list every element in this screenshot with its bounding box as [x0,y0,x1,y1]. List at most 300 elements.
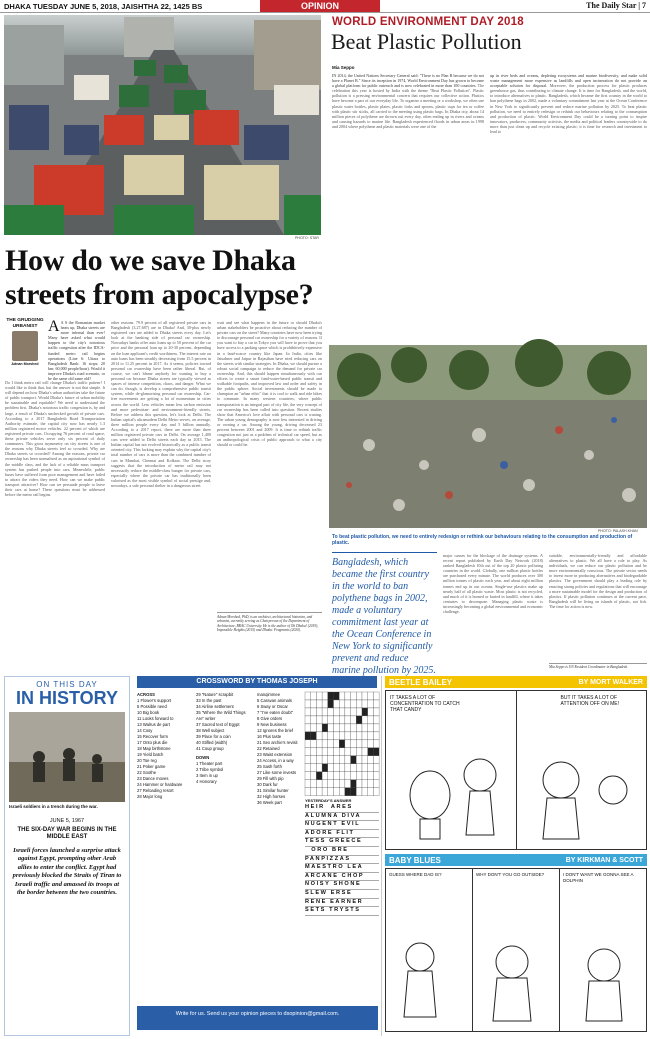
grid-cell [356,740,362,748]
grid-cell [334,764,340,772]
baby-balloon-2: WHY DON'T YOU GO OUTSIDE? [476,872,545,877]
history-header [5,677,129,710]
grid-cell [362,716,368,724]
env-pullquote: Bangladesh, which became the first country in the world to ban polythene bags in 2002, made a voluntary commitment last year at the Ocean Conference in New York to significantly prevent and reduce marine pollution by 2025. [332,552,437,664]
grid-cell [339,692,345,700]
history-photo [9,712,125,802]
across-label: ACROSS [137,692,155,697]
photo-credit-2: PHOTO: PALASH KHAN [598,529,638,533]
grid-cell [316,692,322,700]
grid-cell [351,772,357,780]
grid-cell [305,772,311,780]
strip1-title: BEETLE BAILEY [389,677,453,687]
grid-cell [345,716,351,724]
grid-cell [373,692,379,700]
env-col2-lead: up in river beds and oceans, depleting ecosystems and marine biodiversity, and make solid waste management more expensive as landfills and open incineration do not provide an acceptable solution for disposal. [490,73,647,89]
grid-cell [316,780,322,788]
grid-cell [316,724,322,732]
strip2-author: BY KIRKMAN & SCOTT [565,856,643,864]
across-list [137,698,193,800]
env-col1b: major causes for the blockage of the drainage systems. A recent report published by Earth Day Network (2018) ranked Bangladesh 10th out of the top 20 plastic polluting countries in the world. Globally, one million plastic bottles are purchased every minute. The world produces over 300 million tonnes of plastic each year, and about eight million tonnes end up in our oceans. Single-use plastics make up nearly half of all plastic waste. Most plastic is not recycled, and much of it is burned or buried in landfill, where it takes centuries to decompose. Managing plastic waste is increasingly becoming a global environmental and economic challenge. [443,553,543,615]
trench-illustration [9,712,125,802]
grid-cell [311,788,317,796]
grid-cell [373,740,379,748]
strip1-author: BY MORT WALKER [578,678,643,686]
grid-cell [334,732,340,740]
grid-cell [351,708,357,716]
photo-credit: PHOTO: STAR [295,236,320,240]
grid-cell [351,748,357,756]
grid-cell [368,748,374,756]
clue: 13 Walrus de part [137,722,170,727]
baby-panel-1 [386,869,473,1031]
grid-cell [316,756,322,764]
answer-row: SLEW ERSE [305,890,379,899]
beetle-balloon-1: IT TAKES A LOT OF CONCENTRATION TO CATCH THAT CANDY [390,695,460,713]
grid-cell [362,692,368,700]
grid-cell [356,748,362,756]
clue: 28 Major long [137,794,163,799]
grid-cell [356,772,362,780]
grid-cell [322,732,328,740]
page-number: 7 [642,1,646,10]
answer-label: YESTERDAY'S ANSWER [305,798,352,803]
baby-balloon-3: I DON'T WANT WE GONNA SEE A DOLPHIN [563,872,634,883]
grid-cell [362,700,368,708]
grid-cell [362,788,368,796]
grid-cell [322,700,328,708]
grid-cell [311,700,317,708]
grid-cell [311,772,317,780]
clue: 17 Onto plus die [137,740,168,745]
grid-cell [316,708,322,716]
grid-cell [334,692,340,700]
down-label: DOWN [196,755,210,760]
grid-cell [345,756,351,764]
down-list-2 [257,692,303,806]
beetle-panel-2 [517,691,647,849]
grid-cell [345,740,351,748]
baby-drawing-3 [564,917,644,1027]
clue: 2 Tribe symbol [196,767,224,772]
grid-cell [356,732,362,740]
grid-cell [328,692,334,700]
grid-cell [322,764,328,772]
grid-cell [339,732,345,740]
clue: 27 Reloading resort [137,788,174,793]
grid-cell [351,756,357,764]
grid-cell [334,780,340,788]
grid-cell [334,740,340,748]
grid-cell [356,692,362,700]
env-col3-text: suitable, environmentally-friendly and affordable alternatives to plastic. We all have a role to play. As individuals, we can reduce our plastic pollution and be more environmentally conscious. [549,553,647,574]
grid-cell [328,732,334,740]
grid-cell [316,748,322,756]
clue: 24 Access, in a way [257,758,294,763]
clue: 37 Sacred text of Egypt [196,722,240,727]
grid-cell [351,700,357,708]
clue: 11 Looks forward to [137,716,174,721]
grid-cell [373,780,379,788]
grid-cell [328,724,334,732]
grid-cell [345,788,351,796]
grid-cell [362,724,368,732]
answer-row: ADORE FLIT [305,830,379,839]
clue: 5 Caravan animals [257,698,292,703]
main-headline: How do we save Dhaka streets from apocalypse? [5,244,314,311]
grid-cell [316,788,322,796]
crossword-grid-svg [305,692,380,796]
clue: 35 "Where the Wild Things Are" writer [196,710,246,721]
grid-cell [368,692,374,700]
grid-cell [339,788,345,796]
beetle-bailey-header [385,676,647,688]
grid-cell [362,764,368,772]
clue: 29 Fill with pip [257,776,284,781]
grid-cell [339,772,345,780]
across-clues-2 [196,692,254,785]
answer-row: TESS GREECE [305,838,379,847]
article-col2: other reasons. 79.9 percent of all registered private cars in Bangladesh (3,27,687) are in Dhaka! And, 30-plus newly registered cars are added to Dhaka streets every day. Let's look at the banking side of personal car ownership. Nowadays banks offer auto loans up to 50 percent of the car price and the personal loan up to 20-30 percent, depending on the loan applicant's credit worthiness. The interest rate on auto loans has been steadily decreasing from 15.5 percent in 2014 to 11.25 percent in 2017. As it seems, policies toward personal car ownership have been rather liberal. But, of course, we can't blame anybody for wanting to buy a personal car because Dhaka streets are typically viewed as spaces of intense competition, chaos, and danger. What we can do, though, is develop a comprehensive public transit system, while de-glamorising personal car ownership. Car-free movements are getting a lot of momentum in cities across the world. Less vehicles mean less carbon emission and more pedestrian- and environment-friendly streets. Before we address this question, let's look at Delhi. The Indian capital's ultramodern Delhi Metro serves, on average, three million people every day and 5 billion annually. According to a 2017 report, there are more than three million registered private cars in Delhi. On average 1,400 cars were added to Delhi streets each day in 2015. The Indian capital has not evolved historically as a public transit oriented city. This lacking may explain why the capital city's total number of cars is more than the combined number of cars in Mumbai, Chennai and Kolkata. The Delhi story suggests that the introduction of metro rail may not necessarily reduce the middle-class hunger for private cars, especially where the private car has traditionally been valorised as the most visible symbol of social prestige and, nowadays, a safe personal shelter in a dangerous street. [111,320,211,488]
masthead-divider [0,12,650,13]
answer-row: NUGENT EVIL [305,821,379,830]
clue: 20 Toe reg [137,758,157,763]
beetle-balloon-2: BUT IT TAKES A LOT OF ATTENTION OFF ON ME! [560,695,620,707]
grid-cell [368,732,374,740]
grid-cell [356,756,362,764]
baby-drawing-1 [390,917,470,1027]
answer-row: SETS TRYSTS [305,907,379,916]
on-this-day-box [4,676,130,1036]
answer-row: ORO BRE [305,847,379,856]
grid-cell [339,748,345,756]
grid-cell [322,772,328,780]
clue: 18 Map birthstone [137,746,171,751]
baby-panel-2 [473,869,560,1031]
clue: 24 Hammer or hardware [137,782,183,787]
grid-cell [311,740,317,748]
grid-cell [373,772,379,780]
history-event: THE SIX-DAY WAR BEGINS IN THE MIDDLE EAST [17,826,117,840]
down-clues-2 [257,692,303,806]
env-col2: up in river beds and oceans, depleting ecosystems and marine biodiversity, and make solid waste management more expensive as landfills and open incineration do not provide an acceptable solution for disposal. Moreover, the production process for plastic produces greenhouse gas, thus contributing to climate change. It is time for Bangladesh, and the world, to introduce alternatives to plastic. Bangladesh, which became the first country in the world to ban polythene bags in 2002, made a voluntary commitment last year at the Ocean Conference in New York to significantly prevent and reduce marine pollution by 2025. To beat plastic pollution, we need to entirely redesign or rethink our behaviours relating to the consumption and production of plastic. World Environment Day could be a turning point to inspire innovators, producers, community activists, the media and political leaders countrywide to do more than just clean up and recycle existing plastic; it is time for research and investment to lead to [490,73,647,135]
author-bio: Adnan Morshed, PhD, is an architect, architectural historian, and urbanist, currently serving as Chairperson of the Department of Architecture, BRAC University. He is the author of Oh Dhaka! (2019), Impossible Heights (2015) and Dhaka: Fragments (2020). [217,612,322,672]
grid-cell [328,748,334,756]
clue: 36 Week part [257,800,282,805]
grid-cell [351,732,357,740]
grid-cell [351,764,357,772]
grid-cell [311,732,317,740]
clue: 9 New business [257,722,287,727]
answer-row: NOISY SHONE [305,881,379,890]
clue: 25 Sash forth [257,764,282,769]
grid-cell [305,700,311,708]
grid-cell [328,780,334,788]
clue: 39 Place for a coin [196,734,231,739]
clue: manqimmee [257,692,281,697]
grid-cell [328,756,334,764]
grid-cell [373,788,379,796]
grid-cell [305,756,311,764]
clue: 29 "Nature" scrapbit [196,692,234,697]
grid-cell [368,740,374,748]
grid-cell [345,708,351,716]
comics-area [385,676,647,1036]
down-list [196,761,254,785]
answer-grid [305,804,379,916]
grid-cell [373,700,379,708]
grid-cell [334,748,340,756]
traffic-photo [4,15,321,235]
beetle-drawing-1 [390,735,510,845]
grid-cell [334,700,340,708]
grid-cell [345,700,351,708]
grid-cell [351,740,357,748]
clue: 15 Recover form [137,734,168,739]
grid-cell [362,748,368,756]
grid-cell [339,716,345,724]
clue: 3 Item in up [196,773,218,778]
clue: 5 Possible need [137,704,167,709]
grid-cell [356,724,362,732]
grid-cell [305,692,311,700]
grid-cell [351,716,357,724]
lead-text: A S the Romanian market heats up, Dhaka streets are more infernal than ever! Many have asked what would happen to the city's notorious traffic congestion after the IDCA-funded metro rail begins operations (Line 6: Uttara to Bangladesh Bank: 16 stops; 20 km; 60,000 people/hour). Would it improve Dhaka's road scenario, or be the same old same old? [48,320,105,382]
author-name: Adnan Morshed [11,362,39,366]
env-col1-lead: IN 2014, the United Nations Secretary General said: "There is no Plan B because we do not have a Planet B." Since its inception in 1974, World Environment Day has grown to become a global platform for public outreach and is now celebrated in more than 100 countries. [332,73,484,89]
clue: 21 Sex archie's revisit [257,740,298,745]
env-photo-caption: To beat plastic pollution, we need to entirely redesign or rethink our behaviours relating to the consumption and production of plastic. [332,534,633,546]
grid-cell [316,700,322,708]
clue: 23 Waist extension [257,752,293,757]
strip2-title: BABY BLUES [389,855,441,865]
grid-cell [362,780,368,788]
grid-cell [339,756,345,764]
grid-cell [328,772,334,780]
grid-cell [334,708,340,716]
baby-blues-header [385,854,647,866]
clue: 41 Coup group [196,746,224,751]
clue: 21 Poker game [137,764,166,769]
grid-cell [305,764,311,772]
grid-cell [322,692,328,700]
grid-cell [305,708,311,716]
answer-row: RENE EARNER [305,899,379,908]
beetle-bailey-strip [385,690,647,850]
grid-cell [328,708,334,716]
grid-cell [322,716,328,724]
crossword-title: CROSSWORD BY THOMAS JOSEPH [137,676,377,688]
grid-cell [345,764,351,772]
grid-cell [305,748,311,756]
grid-cell [322,708,328,716]
grid-cell [328,788,334,796]
write-for-us: Write for us. Send us your opinion pieces to dsopinion@gmail.com. [137,1006,378,1030]
grid-cell [368,756,374,764]
grid-cell [339,724,345,732]
plastic-pollution-illustration [329,345,647,528]
section-label: OPINION [260,0,380,12]
env-title: Beat Plastic Pollution [331,29,522,54]
in-history-label: IN HISTORY [15,688,118,708]
author-photo [12,331,38,361]
grid-cell [305,732,311,740]
paper-name: The Daily Star [586,1,637,10]
clue: 34 Airline settlement [196,704,234,709]
grid-cell [373,708,379,716]
clue: 4 Honorary [196,779,217,784]
clue: 27 Like some invests [257,770,297,775]
clue: 22 Retained [257,746,280,751]
clue: 14 Cosy [137,728,153,733]
across-list-2 [196,692,254,752]
clue: 6 Sway or Oscar [257,704,288,709]
grid-cell [328,700,334,708]
beetle-panel-1 [386,691,517,849]
grid-cell [356,716,362,724]
grid-cell [322,740,328,748]
grid-cell [322,724,328,732]
on-this-day-label: ON THIS DAY [36,680,98,689]
grid-cell [334,716,340,724]
grid-cell [368,700,374,708]
clue: 19 Yield batch [137,752,164,757]
column-name: THE GRUDGING URBANIST [6,318,44,329]
grid-cell [322,780,328,788]
grid-cell [368,780,374,788]
grid-cell [362,732,368,740]
across-clues [137,692,193,800]
grid-cell [305,740,311,748]
clue: 38 Well subject [196,728,225,733]
baby-balloon-1: GUESS WHERE DAD IS? [389,872,442,877]
grid-cell [311,764,317,772]
grid-cell [311,780,317,788]
masthead-dateline: DHAKA TUESDAY JUNE 5, 2018, JAISHTHA 22, 1425 BS [4,2,203,11]
clue: 22 Soothe [137,770,157,775]
grid-cell [368,724,374,732]
grid-cell [368,772,374,780]
grid-cell [368,716,374,724]
grid-cell [368,764,374,772]
clue: 10 Big book [137,710,160,715]
article-col1-lead [48,318,105,382]
crossword-grid [305,692,380,801]
baby-drawing-2 [477,917,557,1027]
clue: 32 High horses [257,794,286,799]
grid-cell [334,788,340,796]
clue: 1 Theater part [196,761,223,766]
grid-cell [316,740,322,748]
grid-cell [373,724,379,732]
grid-cell [373,716,379,724]
grid-cell [328,764,334,772]
grid-cell [351,692,357,700]
grid-cell [334,724,340,732]
grid-cell [362,740,368,748]
history-description: Israeli forces launched a surprise attack against Egypt, prompting other Arab allies to enter the conflict. Egypt had previously blocked the Straits of Tiran to Israeli traffic and amassed its troops at the border between the two countries. [12,846,122,896]
baby-blues-strip [385,868,647,1032]
grid-cell [305,780,311,788]
answer-row: HEIR ARES [305,804,379,813]
grid-cell [316,772,322,780]
grid-cell [356,764,362,772]
grid-cell [373,732,379,740]
clue: 30 Dark fur [257,782,278,787]
grid-cell [356,780,362,788]
grid-cell [311,708,317,716]
grid-cell [305,788,311,796]
grid-cell [339,700,345,708]
columnist-box [5,318,45,376]
grid-cell [311,756,317,764]
env-photo [329,345,647,528]
grid-cell [322,756,328,764]
env-kicker: WORLD ENVIRONMENT DAY 2018 [332,16,524,28]
answer-row: PANPIZZAS [305,856,379,865]
grid-cell [311,692,317,700]
grid-cell [328,716,334,724]
env-col3: suitable, environmentally-friendly and affordable alternatives to plastic. We all have a role to play. As individuals, we can reduce our plastic pollution and be more environmentally conscious. The private sector needs to invest more in producing alternatives and biodegradable plastics. The government should play a leading role by enacting strong policies and regulations that will encourage a more sustainable model for the design and production of plastics. If plastic pollution continues at the current pace, Bangladesh will be living on islands of plastic, not fish. The time for action is now. [549,553,647,609]
crossword-box [133,676,382,1036]
col3-lead: wait and see what happens in the future or should Dhaka's urban stakeholders be proactive about reducing the number of private cars on the street? [217,320,322,336]
grid-cell [345,748,351,756]
answer-row: ARCANE CHOP [305,873,379,882]
grid-cell [305,716,311,724]
grid-cell [305,724,311,732]
grid-cell [316,716,322,724]
grid-cell [311,748,317,756]
grid-cell [351,788,357,796]
grid-cell [316,764,322,772]
grid-cell [362,708,368,716]
grid-cell [311,716,317,724]
env-author-note: Mia Seppo is UN Resident Coordinator in Bangladesh. [549,663,647,669]
grid-cell [351,724,357,732]
grid-cell [345,732,351,740]
baby-panel-3 [560,869,646,1031]
grid-cell [339,780,345,788]
grid-cell [345,724,351,732]
beetle-drawing-2 [521,735,641,845]
grid-cell [322,788,328,796]
article-col1: Do I think metro rail will change Dhaka's traffic pattern? I would like to think that, but the answer is not that simple. It will depend on how Dhaka's urban authorities take the future of public transport. Would Dhaka's future of urban mobility be sustainable and equitable? We need to understand the problem first. Dhaka's notorious traffic congestion is, by and large, a result of Dhaka's unchecked growth of private cars. According to a 2017 Bangladesh Road Transportation Authority estimate, the capital city now has nearly 1.3 million registered motor vehicles. 22 percent of which are registered private cars. Occupying 76 percent of road space, these private vehicles serve only six percent of daily commuters. This gross asymmetry on city streets is one of the reasons why Dhaka streets feel so crowded. Why are Dhaka streets so crowded? Among the reasons, private car ownership has been normalised as an aspirational symbol of the middle class, and the lack of a reliable mass transport system has pushed people into cars. Meanwhile, public buses have suffered from poor management and have failed to attract the riders they need. How can we make public transport attractive? How can we persuade people to leave their cars at home? These questions must be addressed before the metro rail begins. [5,380,105,498]
clue: 33 In the past [196,698,222,703]
grid-cell [368,788,374,796]
masthead-paper: The Daily Star | 7 [586,1,646,10]
grid-cell [345,780,351,788]
grid-cell [373,756,379,764]
clue: 12 Ignores the brief [257,728,294,733]
traffic-illustration [4,15,321,235]
grid-cell [373,748,379,756]
clue: 16 Plus taste [257,734,282,739]
grid-cell [362,756,368,764]
grid-cell [339,708,345,716]
grid-cell [334,756,340,764]
dropcap: A [48,318,60,335]
col2-lead: other reasons. 79.9 percent of all registered private cars in Bangladesh (3,27,687) are in Dhaka! And, 30-plus newly registered cars are added to Dhaka streets every day. Let's look at the banking side of personal car ownership. [111,320,211,341]
history-photo-caption: Israeli soldiers in a trench during the war. [9,804,98,809]
grid-cell [356,700,362,708]
grid-cell [345,772,351,780]
grid-cell [351,780,357,788]
clue: 7 "I've eaten doubt" [257,710,294,715]
grid-cell [356,788,362,796]
grid-cell [316,732,322,740]
clue: 8 Give orders [257,716,283,721]
grid-cell [362,772,368,780]
